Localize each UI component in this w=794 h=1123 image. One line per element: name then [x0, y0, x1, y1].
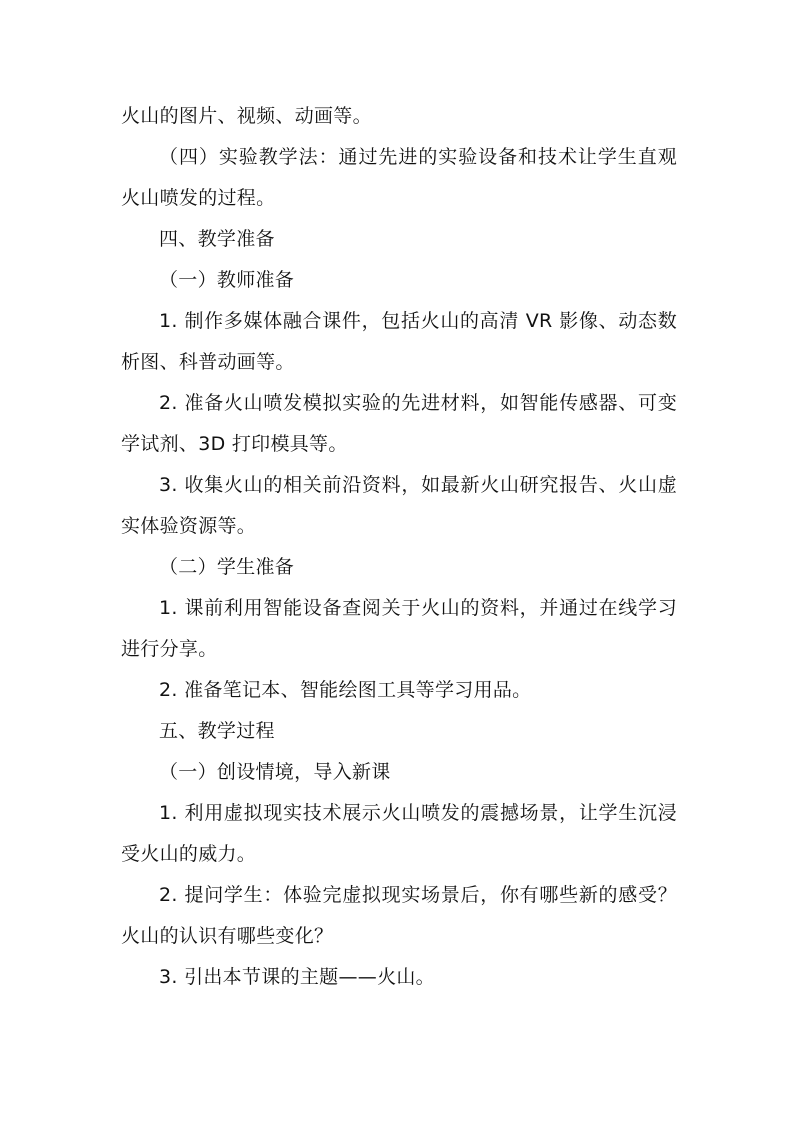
subsection-heading: （一）教师准备	[159, 269, 295, 291]
text-line: 受火山的威力。	[121, 843, 257, 865]
text-line: 火山的认识有哪些变化？	[121, 925, 334, 947]
section-heading: 五、教学过程	[159, 720, 275, 742]
subsection-heading: （一）创设情境，导入新课	[159, 761, 391, 783]
text-line: 2. 准备火山喷发模拟实验的先进材料，如智能传感器、可变	[159, 392, 677, 414]
text-line: 2. 提问学生：体验完虚拟现实场景后，你有哪些新的感受？	[159, 884, 677, 906]
document-body	[121, 96, 677, 998]
text-line: 1. 制作多媒体融合课件，包括火山的高清 VR 影像、动态数	[159, 310, 677, 332]
section-heading: 四、教学准备	[159, 228, 275, 250]
text-line: 火山的图片、视频、动画等。	[121, 105, 372, 127]
text-line: （四）实验教学法：通过先进的实验设备和技术让学生直观	[159, 146, 677, 168]
text-line: 学试剂、3D 打印模具等。	[121, 433, 348, 455]
text-line: 火山喷发的过程。	[121, 187, 276, 209]
text-line: 1. 利用虚拟现实技术展示火山喷发的震撼场景，让学生沉浸	[159, 802, 677, 824]
text-line: 析图、科普动画等。	[121, 351, 295, 373]
text-line: 1. 课前利用智能设备查阅关于火山的资料，并通过在线学习	[159, 597, 677, 619]
text-line: 3. 收集火山的相关前沿资料，如最新火山研究报告、火山虚	[159, 474, 677, 496]
subsection-heading: （二）学生准备	[159, 556, 295, 578]
text-line: 3. 引出本节课的主题——火山。	[159, 966, 435, 988]
text-line: 2. 准备笔记本、智能绘图工具等学习用品。	[159, 679, 532, 701]
text-line: 进行分享。	[121, 638, 218, 660]
text-line: 实体验资源等。	[121, 515, 257, 537]
